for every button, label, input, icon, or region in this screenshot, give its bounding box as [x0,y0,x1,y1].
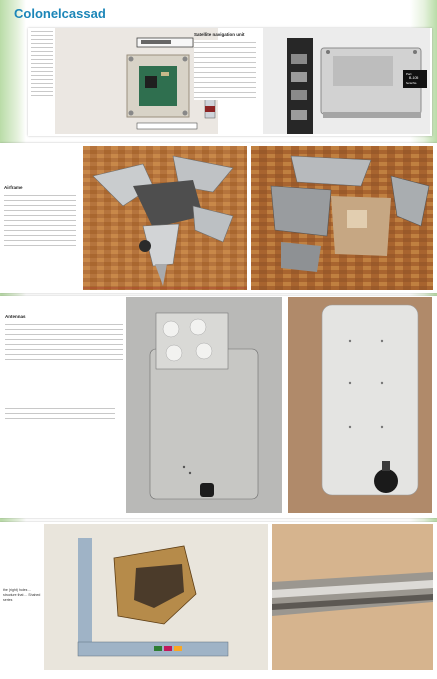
panel1-body-text [31,29,53,99]
photo-airframe-wreckage-2 [251,146,433,290]
module-label-part: Part [406,72,412,76]
panel-antennas [0,296,437,518]
photo-airframe-wreckage-1 [83,146,247,290]
panel2-heading: Airframe [4,185,23,190]
photo-antenna-plate-1 [126,297,282,513]
navigation-module-drawing [263,28,430,134]
panel3-secondary-text [5,406,115,422]
airframe-wreckage-1-drawing [83,146,247,290]
fuselage-edge-drawing [272,524,433,670]
airframe-wreckage-2-drawing [251,146,433,290]
panel-navigation-unit [28,28,432,136]
module-label-code: B-105 [409,76,419,80]
photo-navigation-module [263,28,430,134]
panel2-body-text [4,193,76,249]
honeycomb-fragment-drawing [44,524,268,670]
photo-honeycomb-fragment [44,524,268,670]
antenna-plate-2-drawing [288,297,432,513]
photo-fuselage-edge [272,524,433,670]
panel-airframe [0,143,437,293]
module-label-serial: Serial No. [406,82,417,85]
panel-structure [0,522,437,679]
antenna-plate-1-drawing [126,297,282,513]
panel1-column-text [194,40,256,100]
site-title[interactable]: Colonelcassad [14,6,106,21]
photo-antenna-plate-2 [288,297,432,513]
panel1-heading: Satellite navigation unit [194,32,245,37]
panel3-heading: Antennas [5,314,26,319]
panel3-body-text [5,322,123,362]
panel4-body-text: the (right) holes ... structure that ... Shahed series [3,588,41,602]
